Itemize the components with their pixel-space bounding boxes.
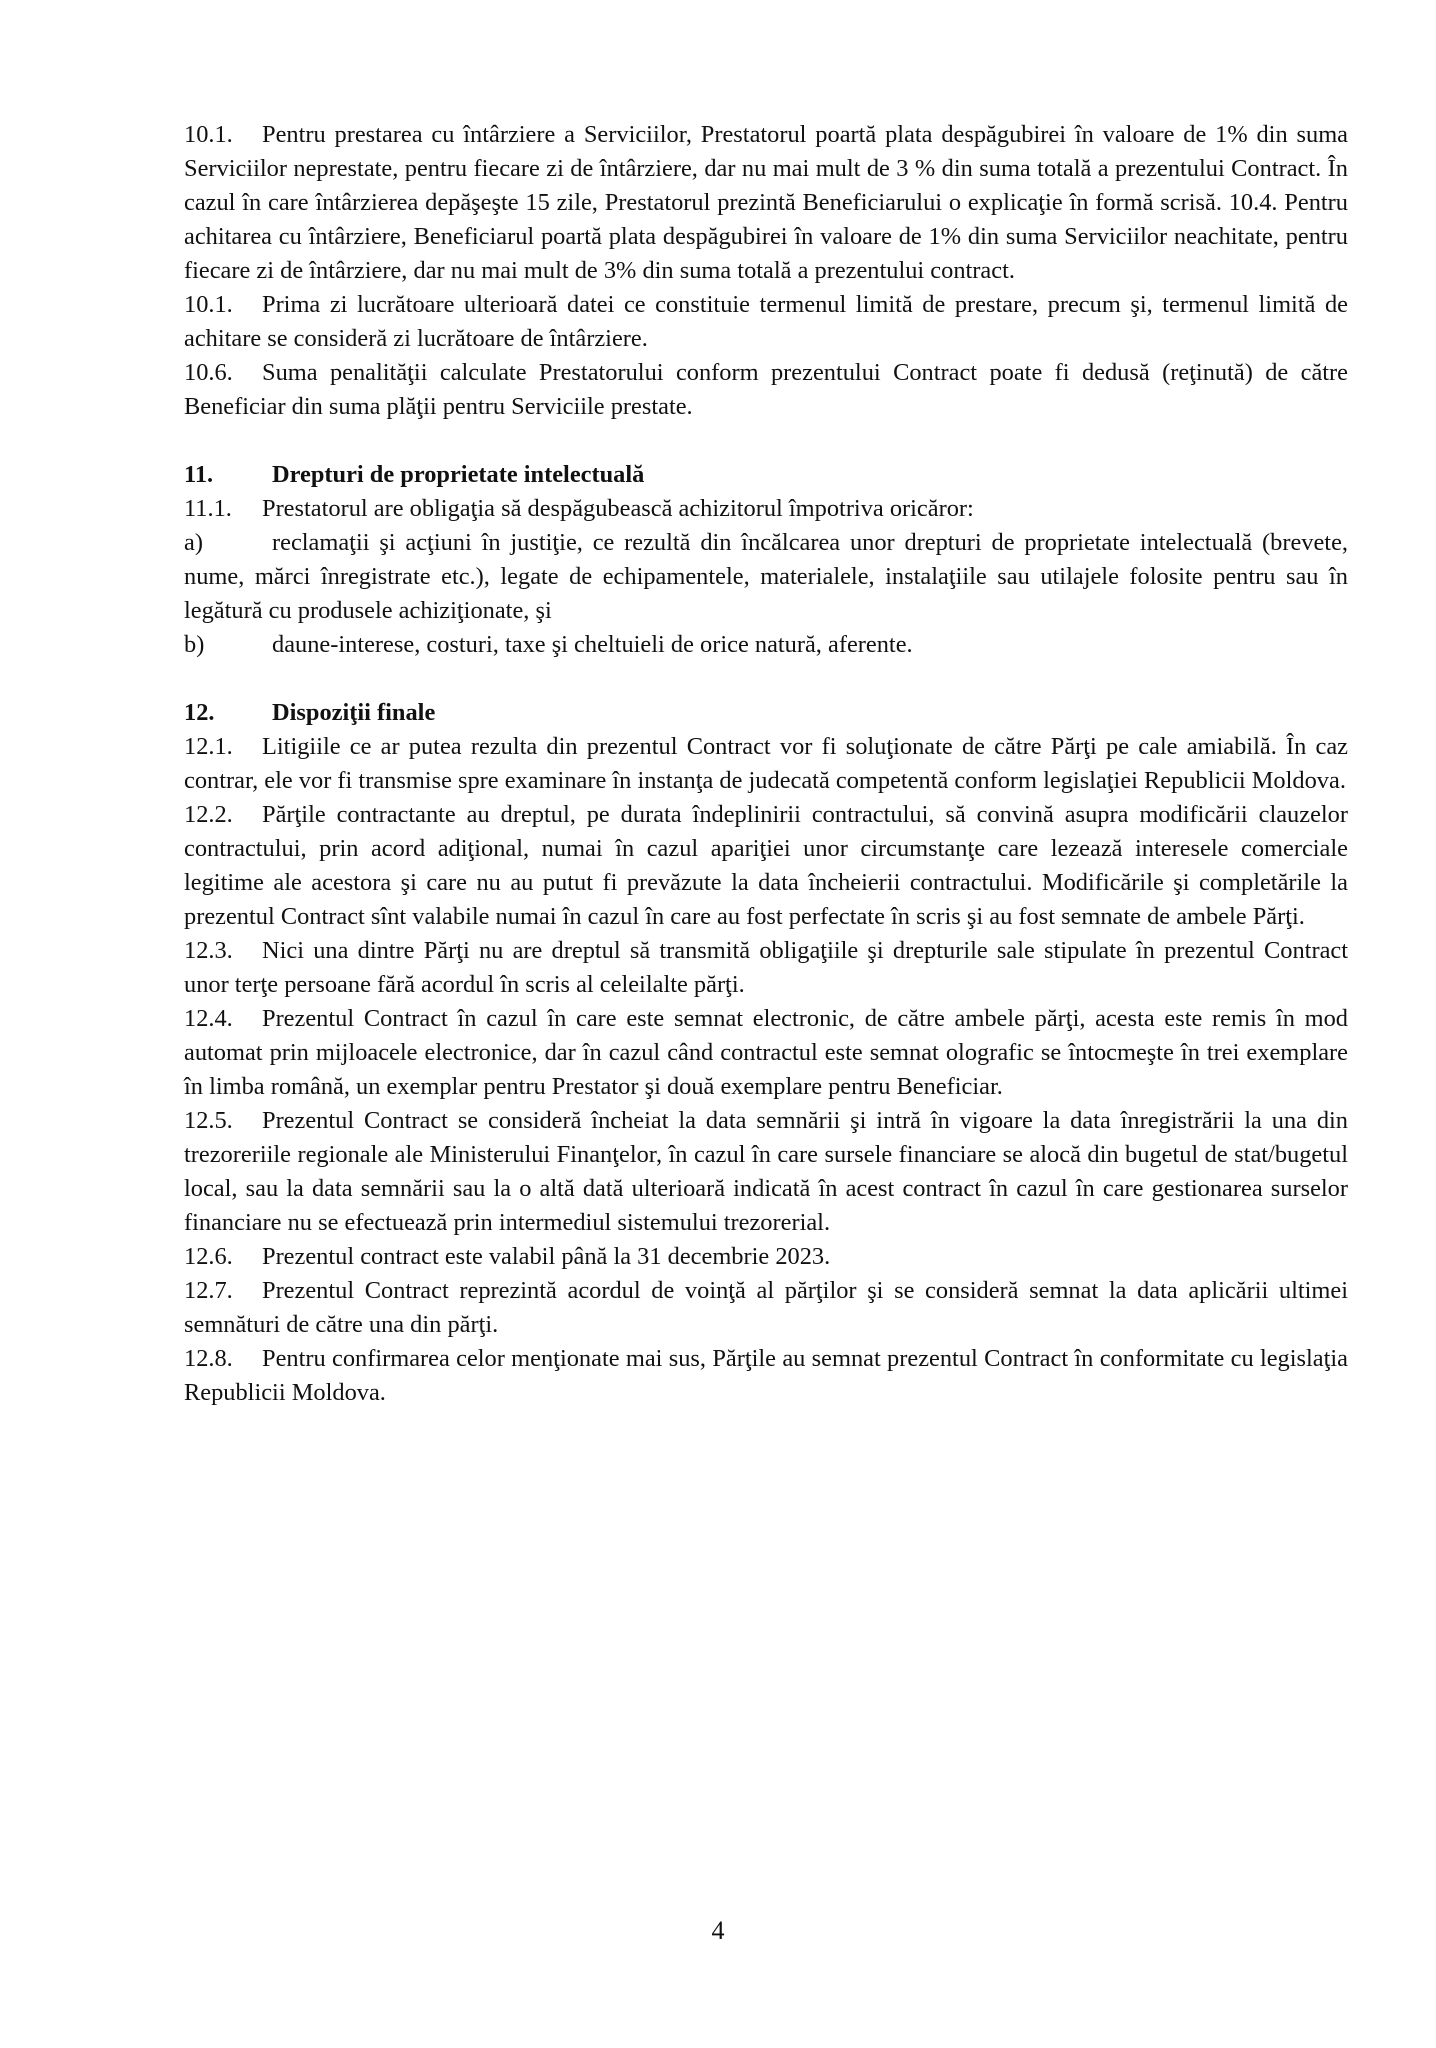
- clause-number: 12.2.: [184, 801, 233, 828]
- clause-text: Prezentul Contract în cazul în care este semnat electronic, de către ambele părţi, acesta este remis în mod automat prin mijloacele electronice, dar în cazul când contractul este semnat olografic se întocmeşte în trei exemplare în limba română, un exemplar pentru Prestator şi două exemplare pentru Beneficiar.: [184, 1005, 1348, 1100]
- page-number: 4: [711, 1916, 725, 1945]
- section-spacer: [184, 662, 1348, 696]
- clause-10-1-first-day: [184, 288, 1348, 356]
- clause-number: 10.6.: [184, 359, 233, 386]
- clause-text: Pentru prestarea cu întârziere a Serviciilor, Prestatorul poartă plata despăgubirei în valoare de 1% din suma Serviciilor neprestate, pentru fiecare zi de întârziere, dar nu mai mult de 3 % din suma totală a prezentului Contract. În cazul în care întârzierea depăşeşte 15 zile, Prestatorul prezintă Beneficiarului o explicaţie în formă scrisă. 10.4. Pentru achitarea cu întârziere, Beneficiarul poartă plata despăgubirei în valoare de 1% din suma Serviciilor neachitate, pentru fiecare zi de întârziere, dar nu mai mult de 3% din suma totală a prezentului contract.: [184, 121, 1348, 284]
- section-title: Drepturi de proprietate intelectuală: [272, 461, 645, 488]
- document-body: [184, 118, 1348, 1410]
- clause-text: Prezentul Contract se consideră încheiat la data semnării şi intră în vigoare la data înregistrării la una din trezoreriile regionale ale Ministerului Finanţelor, în cazul în care sursele financiare se alocă din bugetul de stat/bugetul local, sau la data semnării sau la o altă dată ulterioară indicată în acest contract în cazul în care gestionarea surselor financiare nu se efectuează prin intermediul sistemului trezorerial.: [184, 1107, 1348, 1236]
- section-number: 11.: [184, 461, 214, 488]
- clause-text: Litigiile ce ar putea rezulta din prezentul Contract vor fi soluţionate de către Părţi pe cale amiabilă. În caz contrar, ele vor fi transmise spre examinare în instanţa de judecată competentă conform legislaţiei Republicii Moldova.: [184, 733, 1348, 794]
- clause-number: 10.1.: [184, 121, 233, 148]
- clause-number: 12.7.: [184, 1277, 233, 1304]
- clause-text: Prezentul contract este valabil până la 31 decembrie 2023.: [262, 1243, 831, 1270]
- clause-number: 12.3.: [184, 937, 233, 964]
- clause-12-5: [184, 1104, 1348, 1240]
- clause-text: Prestatorul are obligaţia să despăgubească achizitorul împotriva oricăror:: [262, 495, 974, 522]
- clause-12-7: [184, 1274, 1348, 1342]
- clause-12-1: [184, 730, 1348, 798]
- clause-12-8: [184, 1342, 1348, 1410]
- clause-12-2: [184, 798, 1348, 934]
- clause-number: 12.1.: [184, 733, 233, 760]
- section-11-heading: [184, 458, 1348, 492]
- section-spacer: [184, 424, 1348, 458]
- clause-11-1-a: [184, 526, 1348, 628]
- clause-12-6: [184, 1240, 1348, 1274]
- list-label: a): [184, 529, 203, 556]
- section-title: Dispoziţii finale: [272, 699, 436, 726]
- clause-12-3: [184, 934, 1348, 1002]
- clause-number: 12.4.: [184, 1005, 233, 1032]
- clause-text: Suma penalităţii calculate Prestatorului conform prezentului Contract poate fi dedusă (reţinută) de către Beneficiar din suma plăţii pentru Serviciile prestate.: [184, 359, 1348, 420]
- clause-number: 12.5.: [184, 1107, 233, 1134]
- clause-number: 12.8.: [184, 1345, 233, 1372]
- clause-10-6: [184, 356, 1348, 424]
- section-number: 12.: [184, 699, 215, 726]
- clause-11-1: [184, 492, 1348, 526]
- clause-text: Părţile contractante au dreptul, pe durata îndeplinirii contractului, să convină asupra modificării clauzelor contractului, prin acord adiţional, numai în cazul apariţiei unor circumstanţe care lezează interesele comerciale legitime ale acestora şi care nu au putut fi prevăzute la data încheierii contractului. Modificările şi completările la prezentul Contract sînt valabile numai în cazul în care au fost perfectate în scris şi au fost semnate de ambele Părţi.: [184, 801, 1348, 930]
- clause-number: 12.6.: [184, 1243, 233, 1270]
- clause-number: 10.1.: [184, 291, 233, 318]
- list-text: reclamaţii şi acţiuni în justiţie, ce rezultă din încălcarea unor drepturi de proprietate intelectuală (brevete, nume, mărci înregistrate etc.), legate de echipamentele, materialele, instalaţiile sau utilajele folosite pentru sau în legătură cu produsele achiziţionate, şi: [184, 529, 1348, 624]
- section-12-heading: [184, 696, 1348, 730]
- clause-text: Nici una dintre Părţi nu are dreptul să transmită obligaţiile şi drepturile sale stipulate în prezentul Contract unor terţe persoane fără acordul în scris al celeilalte părţi.: [184, 937, 1348, 998]
- clause-number: 11.1.: [184, 495, 232, 522]
- list-label: b): [184, 631, 205, 658]
- clause-text: Pentru confirmarea celor menţionate mai sus, Părţile au semnat prezentul Contract în conformitate cu legislaţia Republicii Moldova.: [184, 1345, 1348, 1406]
- clause-text: Prezentul Contract reprezintă acordul de voinţă al părţilor şi se consideră semnat la data aplicării ultimei semnături de către una din părţi.: [184, 1277, 1348, 1338]
- clause-10-1-delay: [184, 118, 1348, 288]
- clause-text: Prima zi lucrătoare ulterioară datei ce constituie termenul limită de prestare, precum şi, termenul limită de achitare se consideră zi lucrătoare de întârziere.: [184, 291, 1348, 352]
- clause-11-1-b: [184, 628, 1348, 662]
- clause-12-4: [184, 1002, 1348, 1104]
- list-text: daune-interese, costuri, taxe şi cheltuieli de orice natură, aferente.: [272, 631, 913, 658]
